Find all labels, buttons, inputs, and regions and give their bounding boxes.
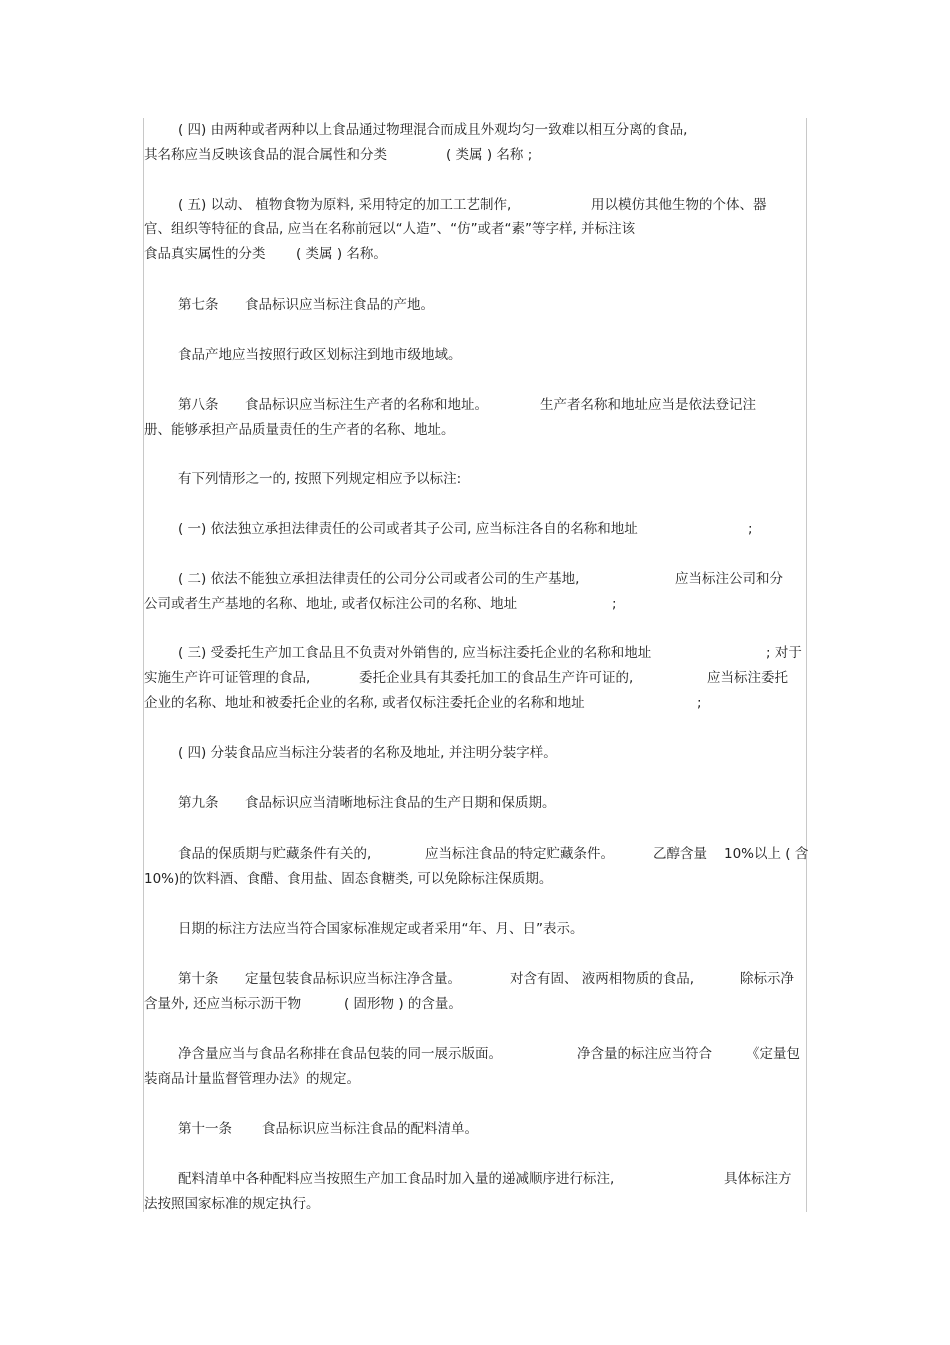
text-segment: ; — [612, 596, 617, 612]
text-segment: 装商品计量监督管理办法》的规定。 — [144, 1071, 360, 1087]
text-segment: ( 类属 ) 名称 ; — [446, 147, 533, 163]
text-segment: 法按照国家标准的规定执行。 — [144, 1196, 320, 1212]
text-segment: 净含量应当与食品名称排在食品包装的同一展示版面。 — [178, 1046, 502, 1062]
text-segment: ; 对于 — [766, 645, 802, 661]
text-segment: 生产者名称和地址应当是依法登记注 — [540, 397, 756, 413]
text-segment: ( 四) 分装食品应当标注分装者的名称及地址, 并注明分装字样。 — [178, 745, 557, 761]
text-segment: ( 四) 由两种或者两种以上食品通过物理混合而成且外观均匀一致难以相互分离的食品, — [178, 122, 688, 138]
text-segment: 《定量包 — [746, 1046, 800, 1062]
text-segment: 食品产地应当按照行政区划标注到地市级地域。 — [178, 347, 462, 363]
text-segment: 净含量的标注应当符合 — [577, 1046, 712, 1062]
text-segment: 对含有固、 液两相物质的食品, — [510, 971, 695, 987]
text-segment: 实施生产许可证管理的食品, — [144, 670, 311, 686]
text-segment: 其名称应当反映该食品的混合属性和分类 — [144, 147, 387, 163]
text-segment: 食品标识应当清晰地标注食品的生产日期和保质期。 — [245, 795, 556, 811]
text-segment: 应当标注委托 — [707, 670, 788, 686]
text-segment: 10%)的饮料酒、食醋、食用盐、固态食糖类, 可以免除标注保质期。 — [144, 871, 553, 887]
text-segment: 食品标识应当标注食品的产地。 — [245, 297, 434, 313]
text-segment: 委托企业具有其委托加工的食品生产许可证的, — [359, 670, 634, 686]
text-segment: ( 类属 ) 名称。 — [296, 246, 387, 262]
text-segment: ( 二) 依法不能独立承担法律责任的公司分公司或者公司的生产基地, — [178, 571, 580, 587]
text-segment: 食品标识应当标注生产者的名称和地址。 — [245, 397, 488, 413]
text-segment: 册、能够承担产品质量责任的生产者的名称、地址。 — [144, 422, 455, 438]
left-border-line — [143, 118, 144, 1212]
text-segment: 企业的名称、地址和被委托企业的名称, 或者仅标注委托企业的名称和地址 — [144, 695, 585, 711]
text-segment: 日期的标注方法应当符合国家标准规定或者采用“年、月、日”表示。 — [178, 921, 584, 937]
text-segment: 具体标注方 — [724, 1171, 792, 1187]
text-segment: 食品真实属性的分类 — [144, 246, 266, 262]
text-segment: ( 一) 依法独立承担法律责任的公司或者其子公司, 应当标注各自的名称和地址 — [178, 521, 638, 537]
text-segment: 第七条 — [178, 297, 219, 313]
right-border-line — [806, 118, 807, 1212]
text-segment: 第十一条 — [178, 1121, 232, 1137]
text-segment: 第八条 — [178, 397, 219, 413]
text-segment: 第十条 — [178, 971, 219, 987]
text-segment: ; — [748, 521, 753, 537]
text-segment: ( 三) 受委托生产加工食品且不负责对外销售的, 应当标注委托企业的名称和地址 — [178, 645, 652, 661]
text-segment: 定量包装食品标识应当标注净含量。 — [245, 971, 461, 987]
text-segment: 含量外, 还应当标示沥干物 — [144, 996, 302, 1012]
text-segment: 食品标识应当标注食品的配料清单。 — [262, 1121, 478, 1137]
text-segment: ; — [697, 695, 702, 711]
text-segment: 应当标注公司和分 — [675, 571, 783, 587]
text-segment: 食品的保质期与贮藏条件有关的, — [178, 846, 372, 862]
text-segment: 第九条 — [178, 795, 219, 811]
text-segment: ( 固形物 ) 的含量。 — [344, 996, 462, 1012]
text-segment: 配料清单中各种配料应当按照生产加工食品时加入量的递减顺序进行标注, — [178, 1171, 615, 1187]
text-segment: 公司或者生产基地的名称、地址, 或者仅标注公司的名称、地址 — [144, 596, 518, 612]
text-segment: 应当标注食品的特定贮藏条件。 — [425, 846, 614, 862]
text-segment: 有下列情形之一的, 按照下列规定相应予以标注: — [178, 471, 462, 487]
text-segment: 用以模仿其他生物的个体、器 — [591, 197, 767, 213]
text-segment: 除标示净 — [740, 971, 794, 987]
text-segment: ( 五) 以动、 植物食物为原料, 采用特定的加工工艺制作, — [178, 197, 512, 213]
text-segment: 官、组织等特征的食品, 应当在名称前冠以“人造”、“仿”或者“素”等字样, 并标注该 — [144, 221, 636, 237]
text-segment: 10%以上 ( 含 — [724, 846, 809, 862]
text-segment: 乙醇含量 — [653, 846, 707, 862]
